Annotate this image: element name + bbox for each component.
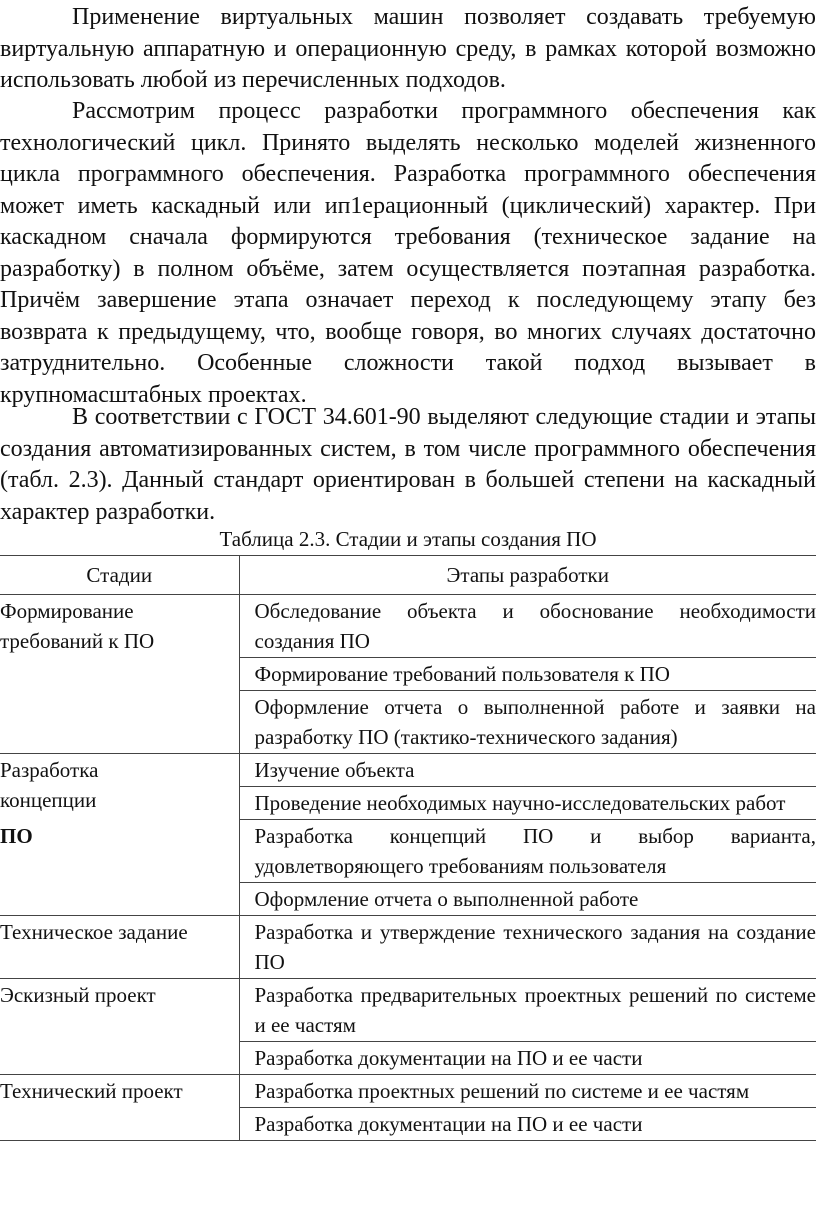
step-cell: Оформление отчета о выполненной работе и заявки на разработку ПО (тактико-технического задания) [239, 691, 816, 754]
stage-label-line: Эскизный проект [0, 983, 156, 1007]
table-row [0, 1075, 816, 1108]
step-cell: Разработка проектных решений по системе и ее частям [239, 1075, 816, 1108]
stage-cell [0, 754, 239, 916]
stage-label-line: концепции [0, 788, 97, 812]
header-steps: Этапы разработки [239, 556, 816, 595]
stage-cell [0, 1075, 239, 1141]
table-row [0, 595, 816, 658]
paragraph-gost-stages: В соответствии с ГОСТ 34.601-90 выделяют следующие стадии и этапы создания автоматизированных систем, в том числе программного обеспечения (табл. 2.3). Данный стандарт ориентирован в большей степени на каскадный характер разработки. [0, 404, 816, 525]
stage-label-line: Разработка [0, 758, 99, 782]
step-cell: Разработка документации на ПО и ее части [239, 1108, 816, 1141]
stage-cell [0, 595, 239, 754]
stage-cell [0, 916, 239, 979]
header-stages: Стадии [0, 556, 239, 595]
stages-table [0, 555, 816, 1141]
paragraph-software-lifecycle: Рассмотрим процесс разработки программного обеспечения как технологический цикл. Принято выделять несколько моделей жизненного цикла программного обеспечения. Разработка программного обеспечения может иметь каскадный или ип1ерационный (циклический) характер. При каскадном сначала формируются требования (техническое задание на разработку) в полном объёме, затем осуществляется поэтапная разработка. Причём завершение этапа означает переход к последующему этапу без возврата к предыдущему, что, вообще говоря, во многих случаях достаточно затруднительно. Особенные сложности такой подход вызывает в крупномасштабных проектах. [0, 98, 816, 408]
table-body [0, 595, 816, 1141]
step-cell: Разработка предварительных проектных решений по системе и ее частям [239, 979, 816, 1042]
step-cell: Разработка концепций ПО и выбор варианта, удовлетворяющего требованиям пользователя [239, 820, 816, 883]
step-cell: Разработка и утверждение технического задания на создание ПО [239, 916, 816, 979]
step-cell: Оформление отчета о выполненной работе [239, 883, 816, 916]
stage-label-line: Технический проект [0, 1079, 183, 1103]
table-row [0, 754, 816, 787]
table-header-row [0, 556, 816, 595]
paragraph-virtual-machines: Применение виртуальных машин позволяет создавать требуемую виртуальную аппаратную и операционную среду, в рамках которой возможно использовать любой из перечисленных подходов. [0, 4, 816, 93]
step-cell: Разработка документации на ПО и ее части [239, 1042, 816, 1075]
stage-label-line: требований к ПО [0, 629, 155, 653]
table-row [0, 916, 816, 979]
step-cell: Проведение необходимых научно-исследовательских работ [239, 787, 816, 820]
step-cell: Формирование требований пользователя к ПО [239, 658, 816, 691]
step-cell: Обследование объекта и обоснование необходимости создания ПО [239, 595, 816, 658]
table-caption: Таблица 2.3. Стадии и этапы создания ПО [219, 527, 597, 551]
table-row [0, 979, 816, 1042]
step-cell: Изучение объекта [239, 754, 816, 787]
stage-label-line: Формирование [0, 599, 134, 623]
stage-label-line: ПО [0, 824, 33, 848]
stage-label-line: Техническое задание [0, 920, 188, 944]
stage-cell [0, 979, 239, 1075]
